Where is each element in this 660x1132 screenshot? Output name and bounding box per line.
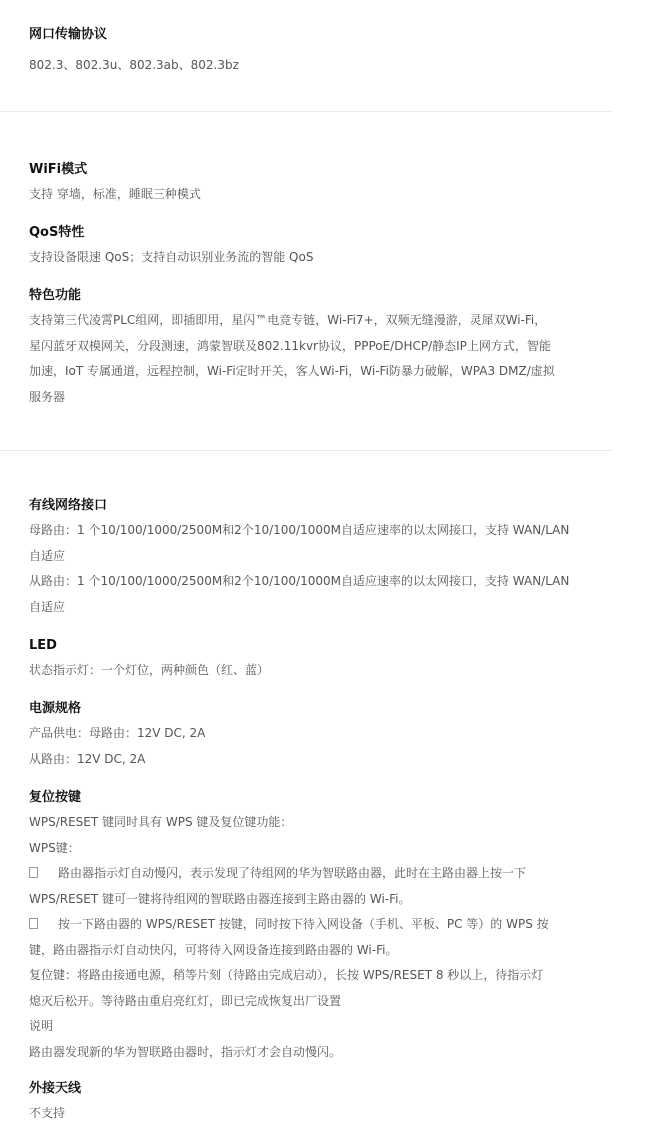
note-text: 路由器发现新的华为智联路由器时，指示灯才会自动慢闪。 <box>29 1044 342 1059</box>
section-wired <box>29 497 589 620</box>
section-line: WPS键： <box>29 840 80 855</box>
section-power <box>29 700 589 772</box>
bullet-icon <box>29 867 38 878</box>
bullet-item: 路由器指示灯自动慢闪，表示发现了待组网的华为智联路由器，此时在主路由器上按一下 <box>29 861 589 887</box>
section-line: 服务器 <box>29 389 66 404</box>
section-line: 键，路由器指示灯自动快闪，可将待入网设备连接到路由器的 Wi-Fi。 <box>29 942 398 957</box>
section-line: 产品供电：母路由：12V DC, 2A <box>29 726 206 740</box>
section-line: 支持第三代凌霄PLC组网，即插即用，星闪™电竞专链，Wi-Fi7+，双频无缝漫游，灵犀双Wi-Fi， <box>29 313 547 327</box>
section-text: 状态指示灯：一个灯位，两种颜色（红、蓝） <box>29 663 270 677</box>
section-text: 支持 穿墙，标准，睡眠三种模式 <box>29 187 201 201</box>
section-line: WPS/RESET 键可一键将待组网的智联路由器连接到主路由器的 Wi-Fi。 <box>29 891 411 906</box>
section-features <box>29 287 589 410</box>
note-label: 说明 <box>29 1019 54 1033</box>
section-line: 熄灭后松开。等待路由重启亮红灯，即已完成恢复出厂设置 <box>29 993 342 1008</box>
section-text: 不支持 <box>29 1106 66 1120</box>
section-led <box>29 637 589 684</box>
section-line: 加速，IoT 专属通道，远程控制，Wi-Fi定时开关，客人Wi-Fi，Wi-Fi防暴力破解，WPA3 DMZ/虚拟 <box>29 364 555 378</box>
section-line: WPS/RESET 键同时具有 WPS 键及复位键功能： <box>29 815 293 829</box>
section-line: 自适应 <box>29 548 66 563</box>
section-text: 支持设备限速 QoS；支持自动识别业务流的智能 QoS <box>29 250 314 264</box>
section-wifi-mode <box>29 161 589 208</box>
bullet-icon <box>29 918 38 929</box>
section-divider <box>0 450 612 451</box>
section-title: 有线网络接口 <box>29 498 108 513</box>
section-title: 外接天线 <box>29 1081 82 1096</box>
section-title: 网口传输协议 <box>29 27 108 42</box>
section-divider <box>0 111 612 112</box>
section-title: LED <box>29 638 57 653</box>
section-reset <box>29 789 589 1065</box>
section-title: QoS特性 <box>29 225 85 240</box>
section-line: 从路由：1 个10/100/1000/2500M和2个10/100/1000M自适应速率的以太网接口，支持 WAN/LAN <box>29 574 570 588</box>
section-title: 电源规格 <box>29 701 82 716</box>
bullet-item: 按一下路由器的 WPS/RESET 按键，同时按下待入网设备（手机、平板、PC 等）的 WPS 按 <box>29 912 589 938</box>
section-text: 802.3、802.3u、802.3ab、802.3bz <box>29 58 239 72</box>
section-line: 从路由：12V DC, 2A <box>29 751 146 766</box>
section-title: WiFi模式 <box>29 162 88 177</box>
section-line: 复位键：将路由接通电源，稍等片刻（待路由完成启动），长按 WPS/RESET 8 秒以上，待指示灯 <box>29 968 544 982</box>
section-line: 星闪蓝牙双模网关，分段测速，鸿蒙智联及802.11kvr协议，PPPoE/DHCP/静态IP上网方式，智能 <box>29 338 551 353</box>
section-title: 特色功能 <box>29 288 82 303</box>
section-antenna <box>29 1080 589 1127</box>
section-qos <box>29 224 589 271</box>
section-title: 复位按键 <box>29 790 82 805</box>
section-line: 自适应 <box>29 599 66 614</box>
section-line: 母路由：1 个10/100/1000/2500M和2个10/100/1000M自适应速率的以太网接口，支持 WAN/LAN <box>29 523 570 537</box>
section-net-protocol <box>29 26 589 79</box>
